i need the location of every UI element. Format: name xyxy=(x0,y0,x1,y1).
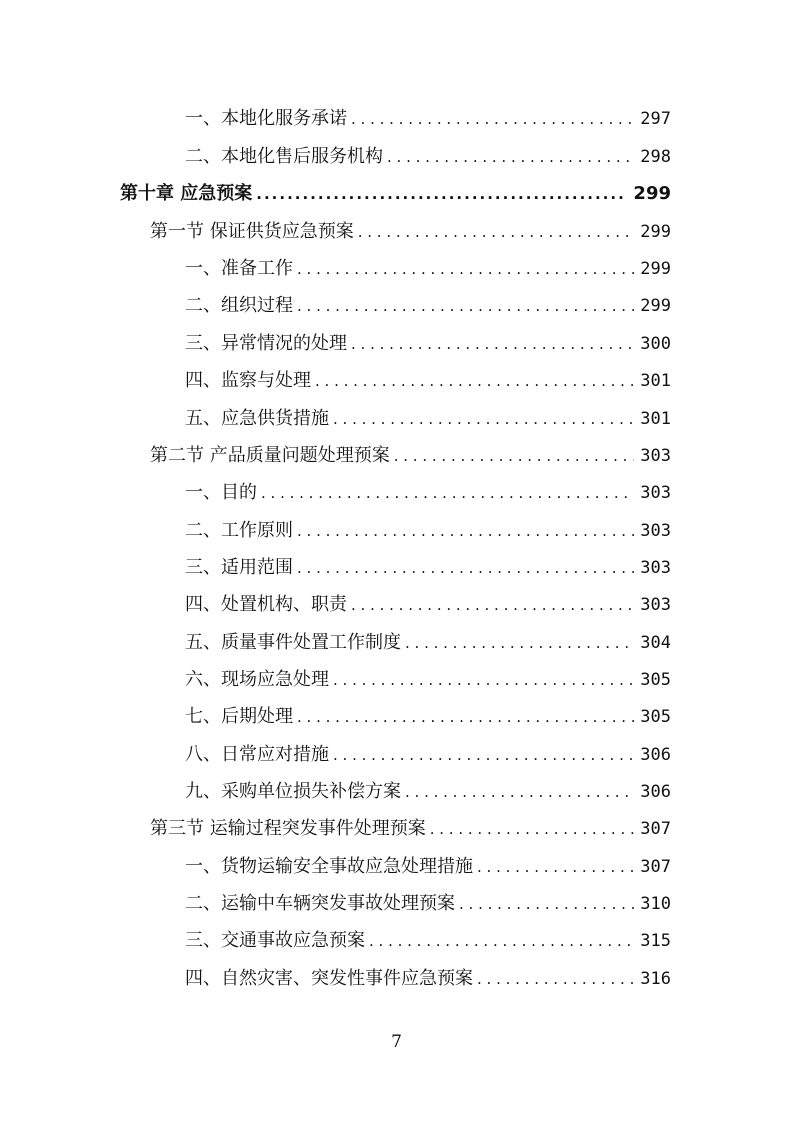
toc-entry-title: 九、采购单位损失补偿方案 xyxy=(185,781,401,802)
toc-entry-abnormal-handling[interactable] xyxy=(185,325,671,355)
toc-entry-page: 304 xyxy=(640,633,671,653)
toc-entry-title: 六、现场应急处理 xyxy=(185,669,329,690)
toc-entry-supervision[interactable] xyxy=(185,362,671,392)
toc-entry-page: 306 xyxy=(640,745,671,765)
toc-entry-emergency-supply[interactable] xyxy=(185,400,671,430)
toc-entry-title: 二、运输中车辆突发事故处理预案 xyxy=(185,893,455,914)
toc-entry-page: 305 xyxy=(640,707,671,727)
toc-entry-page: 301 xyxy=(640,371,671,391)
toc-entry-page: 298 xyxy=(640,147,671,167)
dot-leader xyxy=(315,370,634,392)
dot-leader xyxy=(405,632,634,654)
toc-entry-localized-service-commitment[interactable] xyxy=(185,100,671,130)
toc-entry-title: 二、本地化售后服务机构 xyxy=(185,146,383,167)
toc-entry-section-3[interactable] xyxy=(150,810,671,840)
toc-entry-traffic-accident[interactable] xyxy=(185,922,671,952)
toc-entry-title: 一、准备工作 xyxy=(185,258,293,279)
toc-entry-title: 四、处置机构、职责 xyxy=(185,594,347,615)
toc-entry-scope[interactable] xyxy=(185,549,671,579)
toc-entry-daily-measures[interactable] xyxy=(185,736,671,766)
toc-entry-title: 八、日常应对措施 xyxy=(185,744,329,765)
toc-entry-title: 四、监察与处理 xyxy=(185,370,311,391)
toc-entry-page: 297 xyxy=(640,109,671,129)
dot-leader xyxy=(256,183,627,205)
toc-entry-page: 301 xyxy=(640,409,671,429)
toc-entry-quality-event-system[interactable] xyxy=(185,624,671,654)
dot-leader xyxy=(369,930,634,952)
dot-leader xyxy=(358,221,635,243)
toc-entry-page: 303 xyxy=(640,483,671,503)
toc-entry-page: 303 xyxy=(640,595,671,615)
toc-section-title: 第二节 产品质量问题处理预案 xyxy=(150,445,390,466)
dot-leader xyxy=(333,744,634,766)
toc-entry-title: 二、工作原则 xyxy=(185,520,293,541)
toc-chapter-title: 第十章 应急预案 xyxy=(120,183,253,204)
toc-entry-agency-duties[interactable] xyxy=(185,586,671,616)
toc-entry-title: 五、质量事件处置工作制度 xyxy=(185,632,401,653)
dot-leader xyxy=(405,781,634,803)
dot-leader xyxy=(333,669,634,691)
toc-entry-page: 310 xyxy=(640,894,671,914)
toc-entry-page: 307 xyxy=(640,819,671,839)
dot-leader xyxy=(459,893,634,915)
toc-entry-section-1[interactable] xyxy=(150,213,671,243)
dot-leader xyxy=(297,520,634,542)
toc-entry-page: 307 xyxy=(640,857,671,877)
dot-leader xyxy=(351,594,634,616)
toc-section-title: 第三节 运输过程突发事件处理预案 xyxy=(150,818,426,839)
toc-entry-chapter-10[interactable] xyxy=(120,175,671,205)
toc-entry-preparation[interactable] xyxy=(185,250,671,280)
toc-entry-vehicle-accident[interactable] xyxy=(185,885,671,915)
dot-leader xyxy=(297,706,634,728)
dot-leader xyxy=(351,333,634,355)
toc-entry-title: 五、应急供货措施 xyxy=(185,408,329,429)
toc-entry-title: 三、交通事故应急预案 xyxy=(185,930,365,951)
dot-leader xyxy=(394,445,635,467)
toc-entry-post-handling[interactable] xyxy=(185,698,671,728)
toc-entry-page: 315 xyxy=(640,931,671,951)
toc-entry-page: 299 xyxy=(640,296,671,316)
toc-entry-principles[interactable] xyxy=(185,512,671,542)
toc-entry-natural-disaster[interactable] xyxy=(185,960,671,990)
toc-entry-title: 三、适用范围 xyxy=(185,557,293,578)
dot-leader xyxy=(351,108,634,130)
toc-entry-purpose[interactable] xyxy=(185,474,671,504)
dot-leader xyxy=(387,146,634,168)
toc-entry-localized-after-sales-agency[interactable] xyxy=(185,138,671,168)
dot-leader xyxy=(261,482,634,504)
toc-entry-title: 二、组织过程 xyxy=(185,295,293,316)
toc-entry-loss-compensation[interactable] xyxy=(185,773,671,803)
toc-entry-page: 306 xyxy=(640,782,671,802)
toc-entry-title: 三、异常情况的处理 xyxy=(185,333,347,354)
toc-entry-title: 一、目的 xyxy=(185,482,257,503)
page-number: 7 xyxy=(391,1032,402,1052)
dot-leader xyxy=(297,295,634,317)
toc-entry-title: 一、本地化服务承诺 xyxy=(185,108,347,129)
dot-leader xyxy=(333,408,634,430)
toc-entry-section-2[interactable] xyxy=(150,437,671,467)
toc-entry-title: 四、自然灾害、突发性事件应急预案 xyxy=(185,968,473,989)
toc-entry-page: 299 xyxy=(640,259,671,279)
dot-leader xyxy=(477,856,634,878)
toc-section-title: 第一节 保证供货应急预案 xyxy=(150,221,354,242)
dot-leader xyxy=(477,968,634,990)
toc-entry-page: 299 xyxy=(640,222,671,242)
toc-entry-onsite-handling[interactable] xyxy=(185,661,671,691)
dot-leader xyxy=(297,258,634,280)
toc-entry-title: 七、后期处理 xyxy=(185,706,293,727)
toc-entry-page: 316 xyxy=(640,969,671,989)
toc-entry-transport-safety[interactable] xyxy=(185,848,671,878)
dot-leader xyxy=(430,818,635,840)
toc-entry-page: 299 xyxy=(633,183,671,204)
toc-entry-page: 305 xyxy=(640,670,671,690)
toc-entry-page: 300 xyxy=(640,334,671,354)
toc-entry-page: 303 xyxy=(640,446,671,466)
toc-entry-page: 303 xyxy=(640,521,671,541)
toc-entry-organization-process[interactable] xyxy=(185,287,671,317)
toc-entry-page: 303 xyxy=(640,558,671,578)
dot-leader xyxy=(297,557,634,579)
toc-entry-title: 一、货物运输安全事故应急处理措施 xyxy=(185,856,473,877)
